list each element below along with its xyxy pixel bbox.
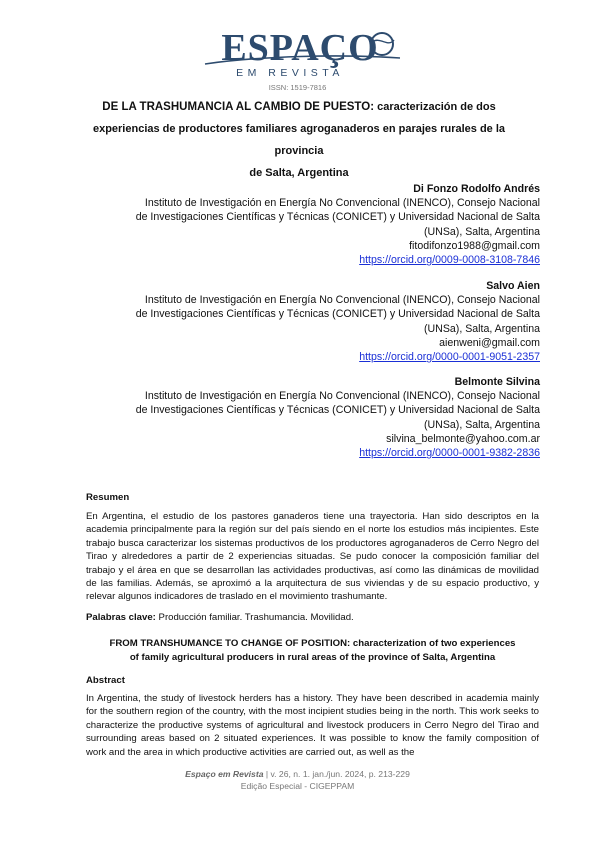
article-title-line1	[86, 96, 512, 118]
footer-citation: v. 26, n. 1. jan./jun. 2024, p. 213-229	[270, 769, 410, 779]
author-affiliation: Instituto de Investigación en Energía No Convencional (INENCO), Consejo Nacional	[144, 294, 540, 307]
article-title	[86, 96, 512, 184]
author-affiliation: Instituto de Investigación en Energía No Convencional (INENCO), Consejo Nacional	[144, 197, 540, 210]
abstract-body: In Argentina, the study of livestock herders has a history. They have been described in academia mainly for the southern region of the country, with the most incipient studies being in the north. This work seeks to characterize the productive systems of agricultural and livestock producers in Cerro Negro del Tirao and surrounding areas based on 2 situated experiences. It was possible to know the family composition of work and the area in which productive activities are carried out, as well as the	[86, 693, 539, 758]
english-title-line1	[86, 637, 539, 651]
english-title-lead: FROM TRANSHUMANCE TO CHANGE OF POSITION:	[109, 638, 351, 649]
abstract-heading: Abstract	[86, 675, 125, 686]
footer-citation-line	[0, 768, 595, 780]
keywords-value: Producción familiar. Trashumancia. Movilidad.	[155, 612, 354, 623]
author-orcid-link[interactable]: https://orcid.org/0009-0008-3108-7846	[359, 254, 540, 267]
author-affiliation: de Investigaciones Científicas y Técnicas (CONICET) y Universidad Nacional de Salta	[135, 404, 540, 417]
article-title-rest: caracterización de dos	[374, 101, 496, 113]
author-email: silvina_belmonte@yahoo.com.ar	[386, 432, 540, 445]
logo-subtitle: EM REVISTA	[236, 67, 344, 79]
author-affiliation: (UNSa), Salta, Argentina	[424, 322, 540, 335]
author-orcid-link[interactable]: https://orcid.org/0000-0001-9051-2357	[359, 351, 540, 364]
author-affiliation: (UNSa), Salta, Argentina	[424, 418, 540, 431]
footer-edition: Edição Especial - CIGEPPAM	[240, 781, 355, 791]
logo-wordmark: ESPAÇO	[221, 27, 379, 69]
page-footer	[0, 768, 595, 792]
author-name: Di Fonzo Rodolfo Andrés	[413, 183, 540, 195]
article-title-lead: DE LA TRASHUMANCIA AL CAMBIO DE PUESTO:	[102, 101, 375, 113]
author-affiliation: de Investigaciones Científicas y Técnicas (CONICET) y Universidad Nacional de Salta	[135, 308, 540, 321]
resumen-body: En Argentina, el estudio de los pastores ganaderos tiene una trayectoria. Han sido descriptos en la academia principalmente para la región sur del país siendo en el norte los estudios más incipientes. Este trabajo busca caracterizar los sistemas productivos de los productores agroganaderos de Cerro Negro del Tirao y alrededores a partir de 2 experiencias situadas. Se pudo conocer la composición familiar del trabajo y el área en que se desarrollan las actividades productivas, así como las dinámicas de movilidad de las familias. Además, se aproximó a la arquitectura de sus viviendas y de su espacio productivo, y relevar algunos indicadores de traslado en el movimiento trashumante.	[86, 511, 539, 603]
author-affiliation: Instituto de Investigación en Energía No Convencional (INENCO), Consejo Nacional	[144, 390, 540, 403]
author-name: Belmonte Silvina	[454, 376, 540, 388]
resumen-heading: Resumen	[86, 492, 130, 503]
author-email: fitodifonzo1988@gmail.com	[409, 239, 540, 252]
english-title	[86, 637, 539, 664]
english-title-line2: of family agricultural producers in rural areas of the province of Salta, Argentina	[129, 651, 496, 663]
author-email: aienweni@gmail.com	[439, 336, 540, 349]
author-block	[100, 182, 540, 267]
footer-brand: Espaço em Revista	[185, 769, 264, 779]
keywords	[86, 612, 354, 623]
author-orcid-link[interactable]: https://orcid.org/0000-0001-9382-2836	[359, 447, 540, 460]
keywords-label: Palabras clave:	[86, 612, 156, 623]
issn-label: ISSN: 1519-7816	[268, 83, 327, 92]
journal-logo-graphic	[0, 26, 595, 86]
author-block	[100, 375, 540, 460]
author-block	[100, 279, 540, 364]
author-name: Salvo Aien	[486, 280, 540, 292]
article-title-line2: experiencias de productores familiares agroganaderos en parajes rurales de la provincia	[92, 123, 506, 157]
author-affiliation: (UNSa), Salta, Argentina	[424, 225, 540, 238]
footer-separator: |	[263, 769, 271, 779]
article-title-line3: de Salta, Argentina	[249, 167, 349, 179]
author-affiliation: de Investigaciones Científicas y Técnicas (CONICET) y Universidad Nacional de Salta	[135, 211, 540, 224]
english-title-rest: characterization of two experiences	[350, 638, 516, 649]
